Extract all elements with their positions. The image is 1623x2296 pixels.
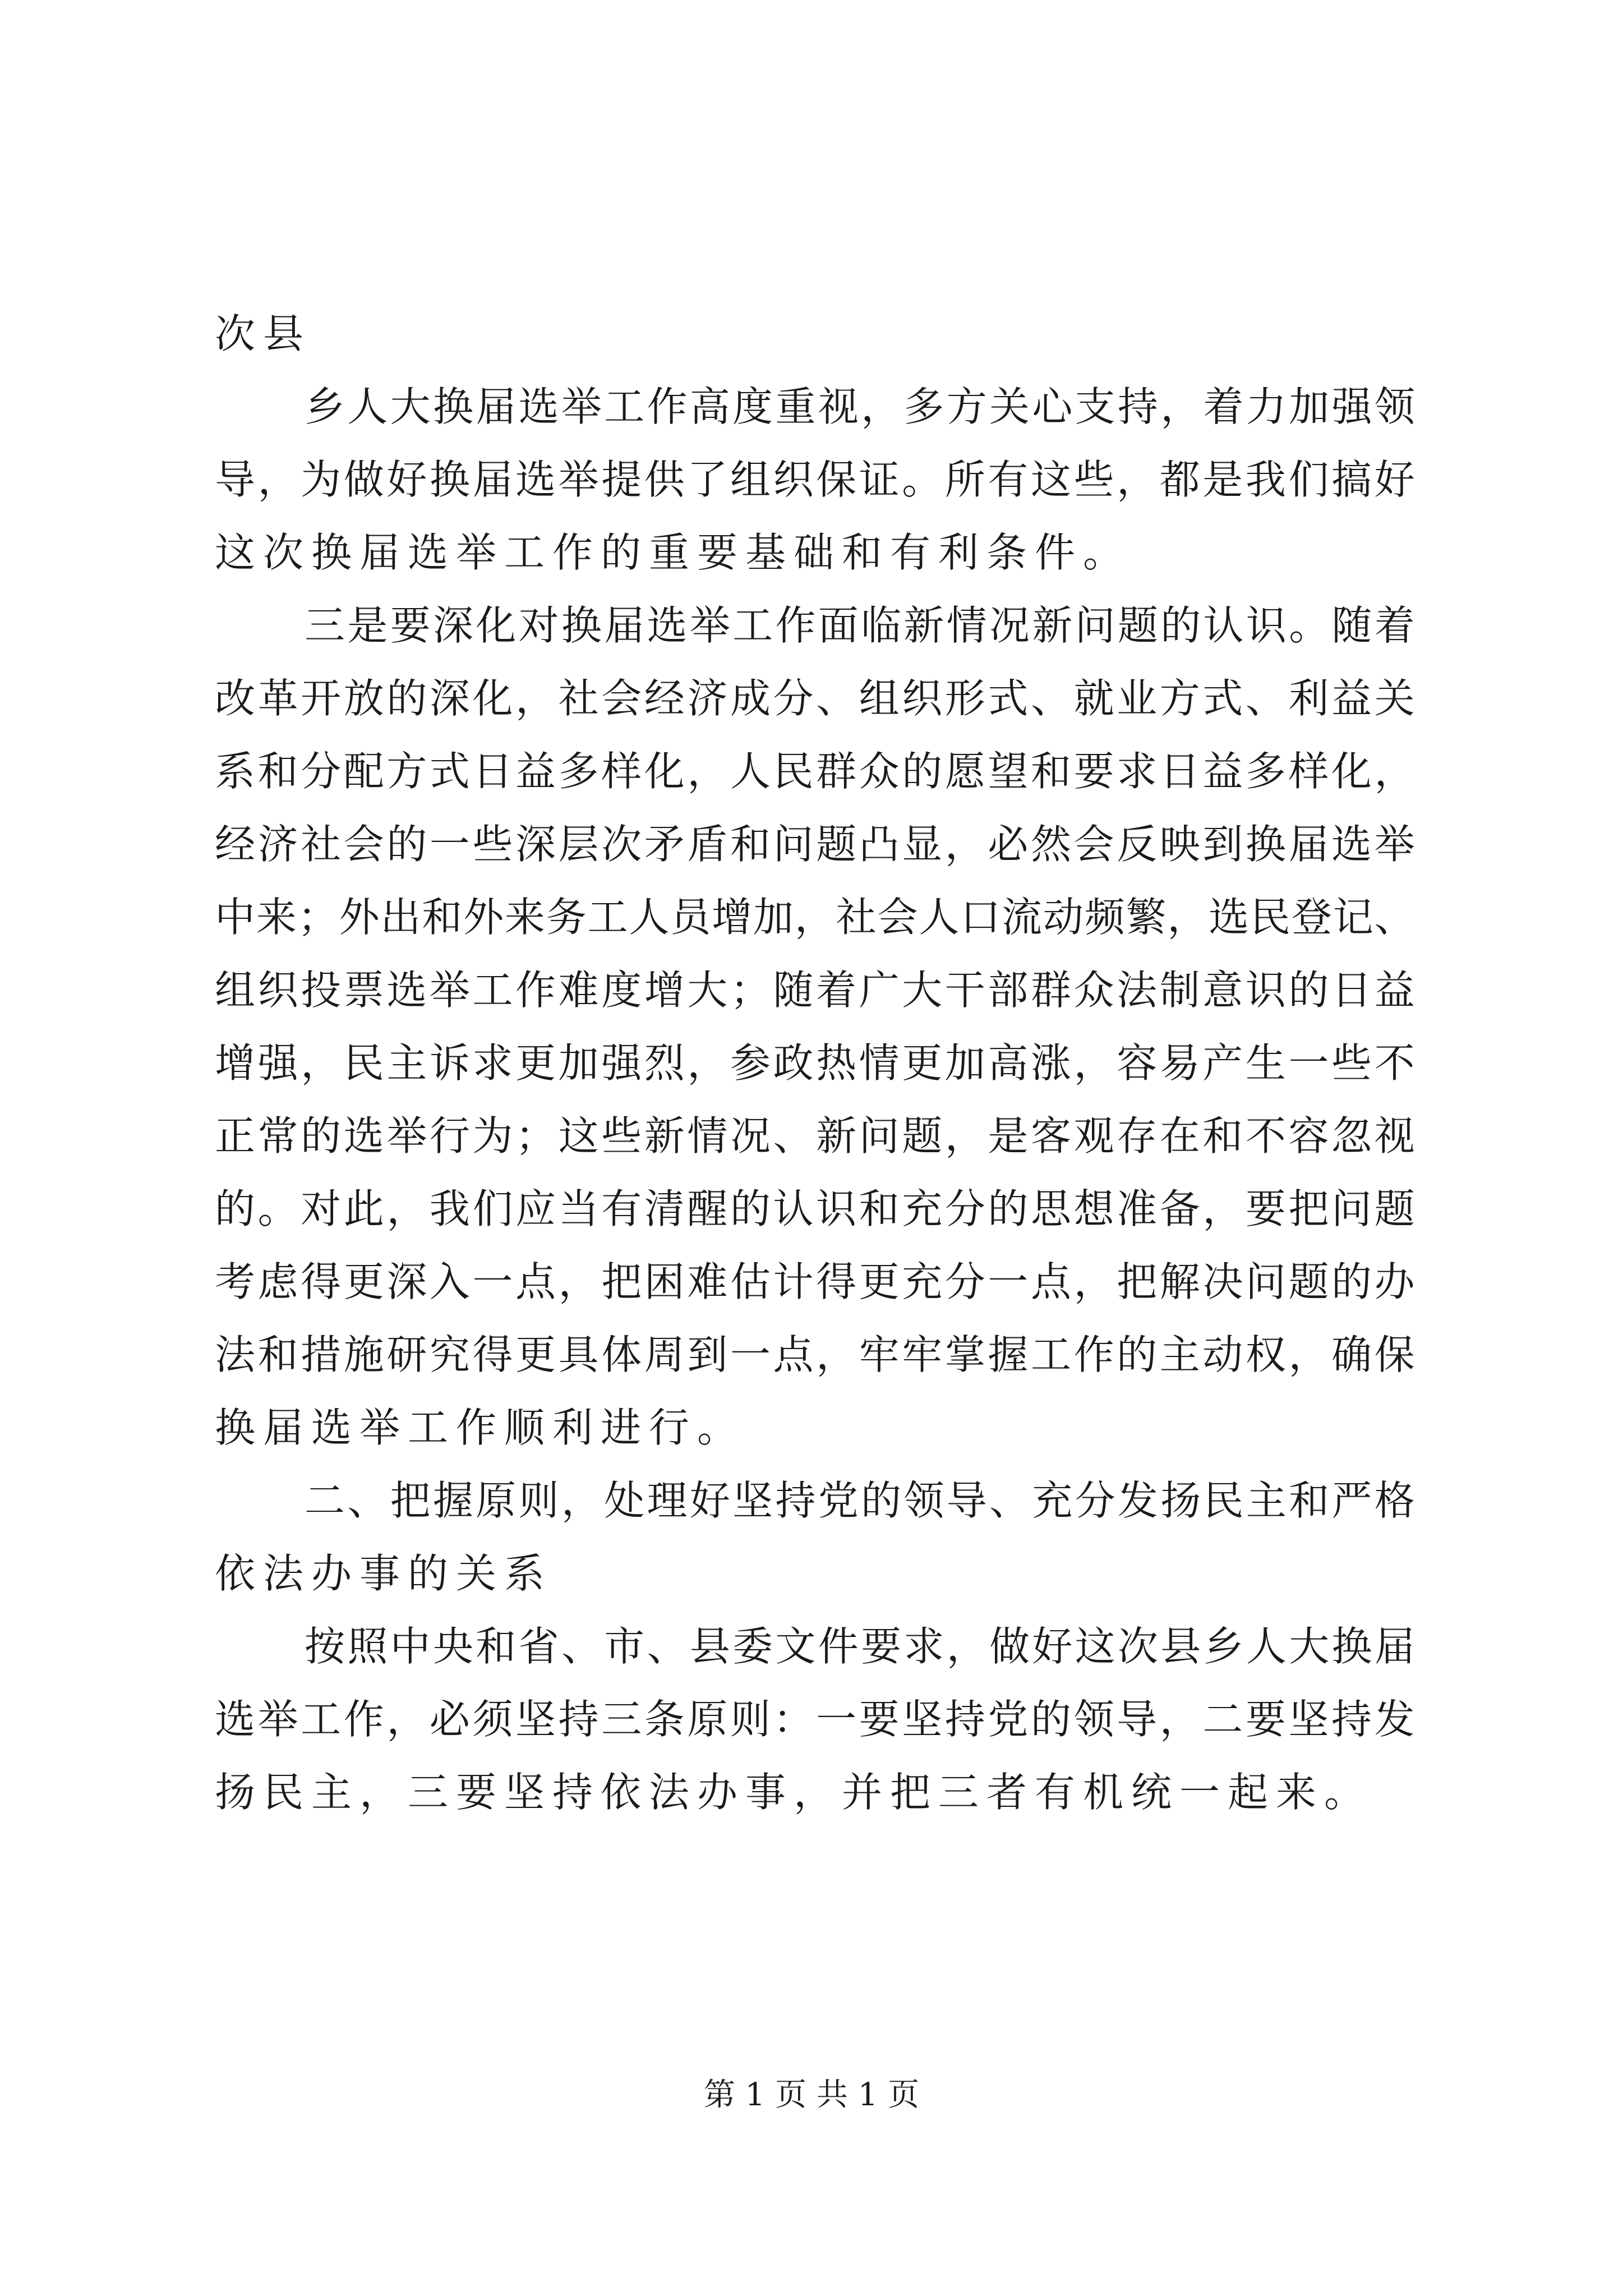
text-line: 组 织 投 票 选 举 工 作 难 度 增 大 ； 随 着 广 大 干 部 群 众 法 制 意 识 的 日 益 [215, 967, 1415, 1014]
section-heading-line: 依法办事的关系 [215, 1550, 553, 1597]
text-line: 法 和 措 施 研 究 得 更 具 体 周 到 一 点 ， 牢 牢 掌 握 工 作 的 主 动 权 ， 确 保 [215, 1331, 1415, 1378]
text-line: 考 虑 得 更 深 入 一 点 ， 把 困 难 估 计 得 更 充 分 一 点 ， 把 解 决 问 题 的 办 [215, 1258, 1415, 1305]
text-line: 乡 人 大 换 届 选 举 工 作 高 度 重 视 ， 多 方 关 心 支 持 ， 着 力 加 强 领 [305, 383, 1415, 430]
text-line: 系 和 分 配 方 式 日 益 多 样 化 ， 人 民 群 众 的 愿 望 和 要 求 日 益 多 样 化 ， [215, 748, 1415, 795]
text-line: 换届选举工作顺利进行。 [215, 1404, 746, 1451]
text-line: 改 革 开 放 的 深 化 ， 社 会 经 济 成 分 、 组 织 形 式 、 就 业 方 式 、 利 益 关 [215, 675, 1415, 722]
text-line: 扬民主，三要坚持依法办事，并把三者有机统一起来。 [215, 1769, 1373, 1816]
text-line: 经 济 社 会 的 一 些 深 层 次 矛 盾 和 问 题 凸 显 ， 必 然 会 反 映 到 换 届 选 举 [215, 821, 1415, 868]
page-footer: 第 1 页 共 1 页 [703, 2077, 920, 2113]
text-line: 中 来 ； 外 出 和 外 来 务 工 人 员 增 加 ， 社 会 人 口 流 动 频 繁 ， 选 民 登 记 、 [215, 894, 1415, 941]
text-line: 按 照 中 央 和 省 、 市 、 县 委 文 件 要 求 ， 做 好 这 次 县 乡 人 大 换 届 [305, 1623, 1415, 1670]
text-line: 三 是 要 深 化 对 换 届 选 举 工 作 面 临 新 情 况 新 问 题 的 认 识 。 随 着 [305, 602, 1415, 649]
text-line: 这次换届选举工作的重要基础和有利条件。 [215, 529, 1132, 576]
text-line: 选 举 工 作 ， 必 须 坚 持 三 条 原 则 ： 一 要 坚 持 党 的 领 导 ， 二 要 坚 持 发 [215, 1696, 1415, 1743]
text-line: 的 。 对 此 ， 我 们 应 当 有 清 醒 的 认 识 和 充 分 的 思 想 准 备 ， 要 把 问 题 [215, 1185, 1415, 1232]
text-line: 正 常 的 选 举 行 为 ； 这 些 新 情 况 、 新 问 题 ， 是 客 观 存 在 和 不 容 忽 视 [215, 1112, 1415, 1159]
text-line: 次县 [215, 310, 312, 357]
text-line: 增 强 ， 民 主 诉 求 更 加 强 烈 ， 参 政 热 情 更 加 高 涨 ， 容 易 产 生 一 些 不 [215, 1039, 1415, 1087]
section-heading-line: 二 、 把 握 原 则 ， 处 理 好 坚 持 党 的 领 导 、 充 分 发 扬 民 主 和 严 格 [305, 1477, 1415, 1524]
text-line: 导 ， 为 做 好 换 届 选 举 提 供 了 组 织 保 证 。 所 有 这 些 ， 都 是 我 们 搞 好 [215, 456, 1415, 503]
